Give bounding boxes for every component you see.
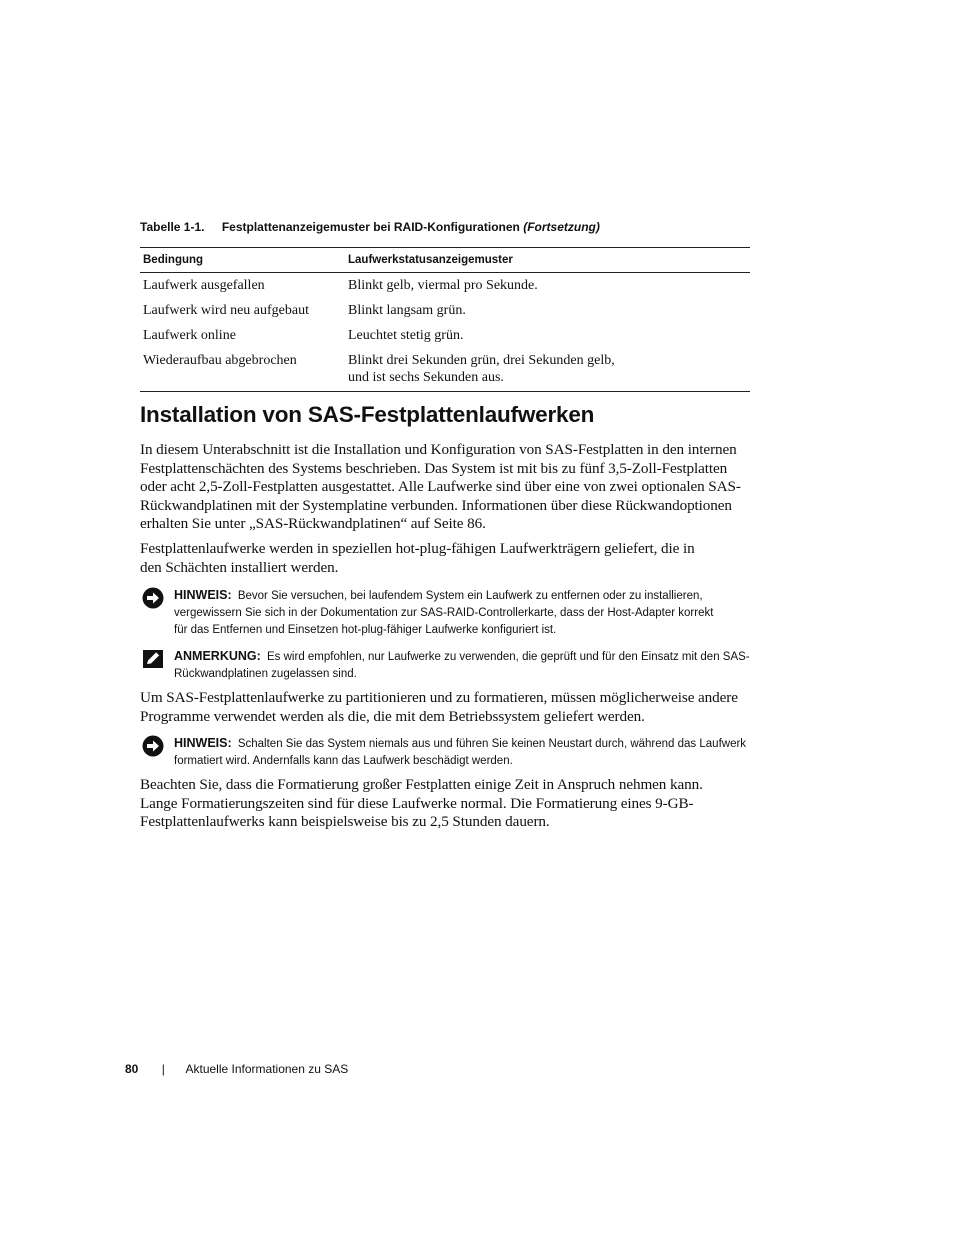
table-caption-continued: (Fortsetzung) (523, 220, 600, 234)
table-cell-condition: Laufwerk online (143, 328, 236, 343)
paragraph-line: Festplattenlaufwerks kann beispielsweise bis zu 2,5 Stunden dauern. (140, 813, 550, 831)
paragraph-line: oder acht 2,5-Zoll-Festplatten ausgestattet. Alle Laufwerke sind über eine von zwei optionalen SAS- (140, 478, 741, 496)
paragraph-line: Um SAS-Festplattenlaufwerke zu partitionieren und zu formatieren, müssen möglicherweise andere (140, 689, 738, 706)
section-heading: Installation von SAS-Festplattenlaufwerken (140, 402, 595, 427)
page-footer (125, 1062, 348, 1076)
paragraph-line: Lange Formatierungszeiten sind für diese Laufwerke normal. Die Formatierung eines 9-GB- (140, 794, 694, 812)
table-row (140, 323, 750, 348)
formatting-time-paragraph (140, 776, 805, 832)
table-header-row (140, 248, 750, 273)
paragraph-line: Festplattenlaufwerke werden in speziellen hot-plug-fähigen Laufwerkträgern geliefert, die in (140, 540, 695, 557)
table-cell-pattern-line: und ist sechs Sekunden aus. (348, 370, 504, 385)
table-row (140, 298, 750, 323)
table-cell-pattern: Blinkt gelb, viermal pro Sekunde. (348, 278, 538, 293)
table-caption (140, 220, 600, 234)
table-header-status-pattern: Laufwerkstatusanzeigemuster (345, 248, 750, 273)
notice-line: Bevor Sie versuchen, bei laufendem System ein Laufwerk zu entfernen oder zu installieren, (237, 590, 703, 602)
table-cell-pattern: Leuchtet stetig grün. (348, 328, 464, 343)
note-line: Rückwandplatinen zugelassen sind. (174, 668, 357, 680)
paragraph-line: Beachten Sie, dass die Formatierung großer Festplatten einige Zeit in Anspruch nehmen kann. (140, 776, 703, 793)
intro-paragraph (140, 441, 805, 534)
table-row (140, 273, 750, 299)
notice-line: formatiert wird. Andernfalls kann das Laufwerk beschädigt werden. (174, 755, 513, 767)
footer-title: Aktuelle Informationen zu SAS (185, 1062, 349, 1076)
notice-label: HINWEIS: (174, 736, 232, 750)
note-label: ANMERKUNG: (174, 649, 261, 663)
notice-line: vergewissern Sie sich in der Dokumentation zur SAS-RAID-Controllerkarte, dass der Host-Adapter korrekt (174, 607, 714, 619)
notice-label: HINWEIS: (174, 588, 232, 602)
carrier-paragraph (140, 540, 805, 577)
partition-paragraph (140, 689, 805, 726)
notice-arrow-icon (142, 587, 164, 609)
note-pencil-icon (142, 648, 164, 670)
paragraph-line: In diesem Unterabschnitt ist die Installation und Konfiguration von SAS-Festplatten in den internen (140, 441, 737, 458)
table-header-condition: Bedingung (140, 248, 345, 273)
table-cell-pattern-line: Blinkt drei Sekunden grün, drei Sekunden gelb, (348, 353, 615, 368)
notice-formatting (140, 735, 810, 770)
footer-separator: | (161, 1062, 165, 1076)
paragraph-line: erhalten Sie unter „SAS-Rückwandplatinen“ auf Seite 86. (140, 515, 486, 533)
notice-line: für das Entfernen und Einsetzen hot-plug-fähiger Laufwerke konfiguriert ist. (174, 624, 557, 636)
paragraph-line: Festplattenschächten des Systems beschrieben. Das System ist mit bis zu fünf 3,5-Zoll-Festplatten (140, 459, 728, 477)
paragraph-line: Rückwandplatinen mit der Systemplatine verbunden. Informationen über diese Rückwandoptionen (140, 496, 732, 514)
paragraph-line: den Schächten installiert werden. (140, 558, 339, 576)
page-number: 80 (125, 1062, 139, 1076)
notice-text (174, 587, 810, 639)
drive-indicator-table (140, 247, 750, 392)
note-line: Es wird empfohlen, nur Laufwerke zu verwenden, die geprüft und für den Einsatz mit den SAS- (267, 651, 750, 663)
notice-text (174, 735, 810, 770)
notice-arrow-icon (142, 735, 164, 757)
notice-line: Schalten Sie das System niemals aus und führen Sie keinen Neustart durch, während das Laufwerk (237, 738, 747, 750)
table-cell-pattern (345, 348, 750, 392)
paragraph-line: Programme verwendet werden als die, die mit dem Betriebssystem geliefert werden. (140, 707, 645, 725)
table-caption-title: Festplattenanzeigemuster bei RAID-Konfigurationen (221, 220, 520, 234)
note-text (174, 648, 810, 683)
table-caption-label: Tabelle 1-1. (140, 220, 205, 234)
table-cell-condition: Wiederaufbau abgebrochen (140, 348, 345, 392)
note-approved-drives (140, 648, 810, 683)
table-row (140, 348, 750, 392)
table-cell-pattern: Blinkt langsam grün. (348, 303, 466, 318)
notice-hot-plug (140, 587, 810, 639)
table-cell-condition: Laufwerk ausgefallen (143, 278, 265, 293)
table-cell-condition: Laufwerk wird neu aufgebaut (143, 303, 309, 318)
